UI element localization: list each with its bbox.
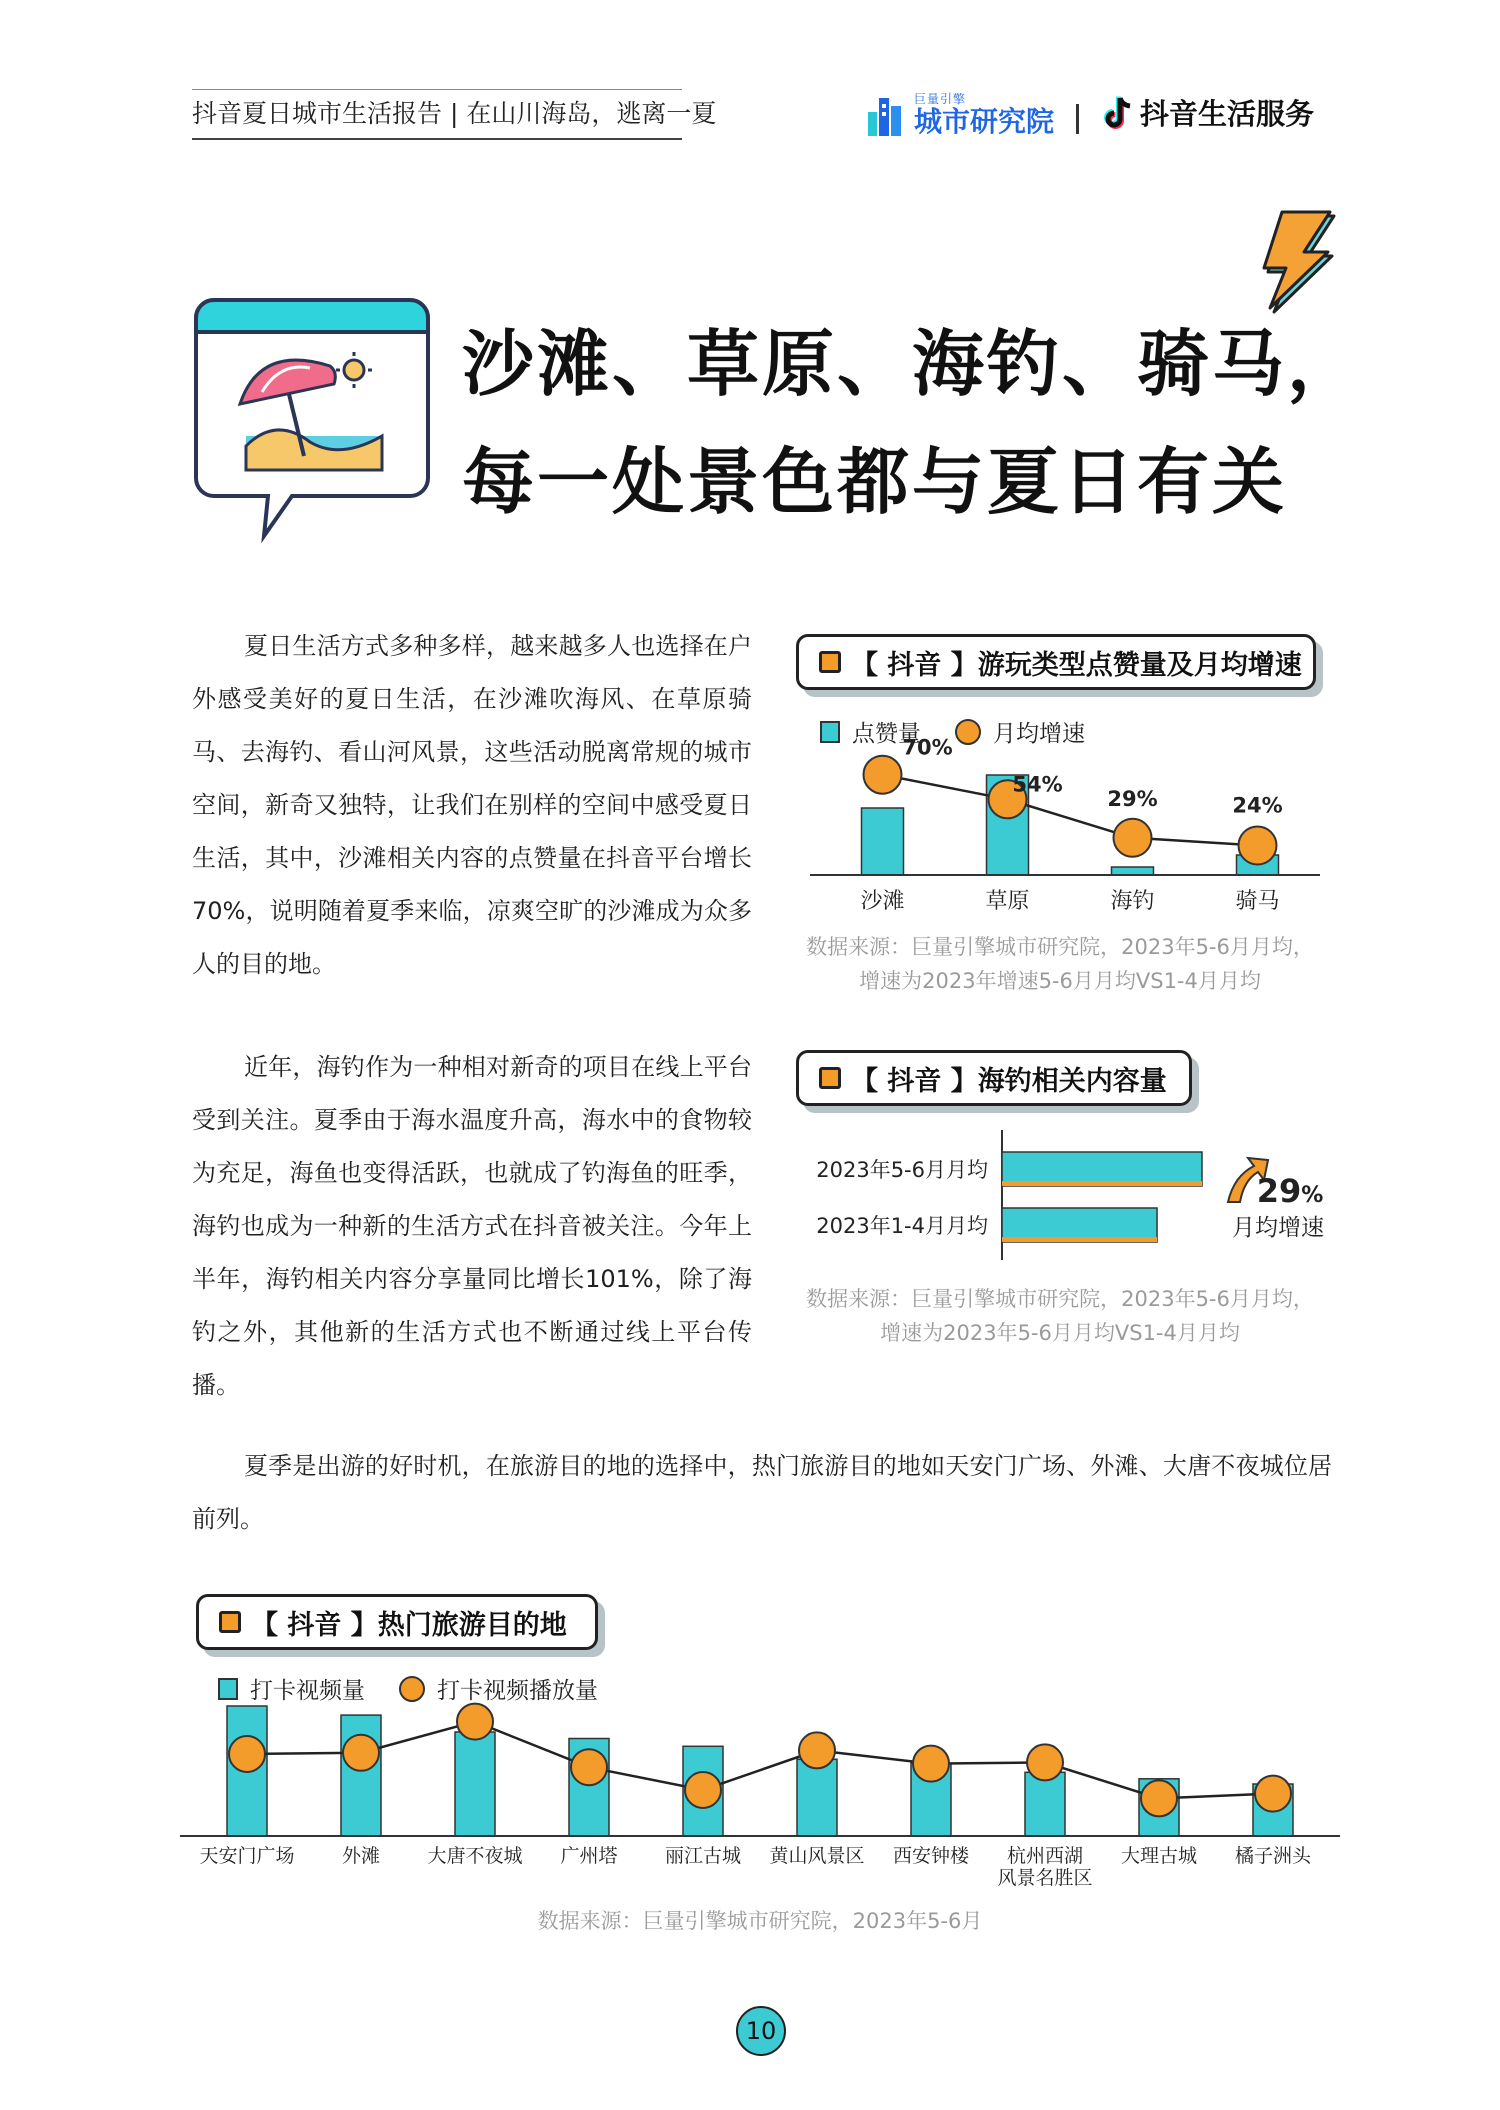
paragraph-beach: 夏日生活方式多种多样，越来越多人也选择在户外感受美好的夏日生活，在沙滩吹海风、在草原骑马、去海钓、看山河风景，这些活动脱离常规的城市空间，新奇又独特，让我们在别样的空间中感受夏日生活，其中，沙滩相关内容的点赞量在抖音平台增长70%，说明随着夏季来临，凉爽空旷的沙滩成为众多人的目的地。 (192, 632, 752, 978)
chart3-x-label: 风景名胜区 (997, 1867, 1093, 1889)
chart1-x-label: 草原 (985, 889, 1030, 914)
chart3-x-label: 杭州西湖 (1006, 1845, 1084, 1867)
chart1-source-line2: 增速为2023年增速5-6月月均VS1-4月月均 (859, 969, 1261, 993)
chart2-source-line2: 增速为2023年5-6月月均VS1-4月月均 (880, 1321, 1240, 1345)
chart3-bar (1025, 1772, 1065, 1836)
page-number: 10 (736, 2006, 786, 2056)
chart1-x-label: 骑马 (1235, 889, 1280, 914)
paragraph-sea-fishing: 近年，海钓作为一种相对新奇的项目在线上平台受到关注。夏季由于海水温度升高，海水中的食物较为充足，海鱼也变得活跃，也就成了钓海鱼的旺季，海钓也成为一种新的生活方式在抖音被关注。今年上半年，海钓相关内容分享量同比增长101%，除了海钓之外，其他新的生活方式也不断通过线上平台传播。 (192, 1053, 752, 1399)
brand-small-text: 巨量引擎 (914, 91, 967, 106)
legend-bar-swatch (820, 721, 840, 743)
chart1-likes-growth (800, 735, 1340, 925)
chart1-growth-label: 54% (1012, 772, 1063, 797)
legend-dot-label: 月均增速 (993, 721, 1085, 747)
chart3-source-line1: 数据来源：巨量引擎城市研究院，2023年5-6月 (537, 1909, 983, 1933)
brand-name-2: 抖音生活服务 (1140, 97, 1315, 131)
legend-dot-swatch (399, 1676, 425, 1702)
chart3-bar (797, 1759, 837, 1836)
chart2-bar (1002, 1208, 1157, 1242)
chart3-x-label: 天安门广场 (199, 1845, 295, 1867)
city-buildings-icon (866, 92, 906, 136)
chart1-source (760, 930, 1360, 998)
chart3-x-label: 外滩 (341, 1845, 381, 1867)
chart3-x-label: 大理古城 (1120, 1845, 1198, 1867)
chart2-y-label: 2023年1-4月月均 (816, 1214, 988, 1238)
chart3-play-point (457, 1704, 493, 1740)
chart1-growth-point (1239, 826, 1277, 864)
chart2-bar-underline (1002, 1237, 1157, 1242)
chart3-play-point (1255, 1776, 1291, 1812)
chart3-play-point (799, 1732, 835, 1768)
chart1-growth-label: 29% (1107, 786, 1158, 811)
chart3-bar (455, 1732, 495, 1836)
chart3-play-point (229, 1736, 265, 1772)
chart3-title-pill (196, 1594, 598, 1650)
chart3-play-point (1141, 1780, 1177, 1816)
chart1-growth-label: 24% (1232, 793, 1283, 818)
legend-bar-label: 点赞量 (852, 721, 921, 747)
chart1-growth-point (864, 756, 902, 794)
orange-square-icon (819, 1067, 841, 1089)
chart3-x-label: 黄山风景区 (769, 1845, 865, 1867)
chart1-source-line1: 数据来源：巨量引擎城市研究院，2023年5-6月月均， (806, 935, 1314, 959)
legend-bar-swatch (218, 1678, 238, 1700)
chart2-source-line1: 数据来源：巨量引擎城市研究院，2023年5-6月月均， (806, 1287, 1314, 1311)
chart2-growth-value: 29% (1256, 1172, 1324, 1210)
chart3-source (340, 1904, 1180, 1938)
lightning-bolt-icon (1240, 208, 1340, 313)
chart3-play-point (685, 1772, 721, 1808)
chart3-x-label: 广州塔 (560, 1845, 618, 1867)
chart1-growth-point (1114, 819, 1152, 857)
chart3-destinations (180, 1700, 1350, 1905)
chart1-growth-line (883, 775, 1258, 846)
chart1-growth-label: 70% (902, 735, 953, 760)
chart1-x-label: 沙滩 (860, 889, 905, 914)
header-top-rule (192, 89, 682, 90)
douyin-logo-icon (1104, 95, 1134, 131)
legend-dot-swatch (955, 719, 981, 745)
report-title: 抖音夏日城市生活报告 | 在山川海岛，逃离一夏 (192, 99, 717, 128)
chart3-play-line (247, 1722, 1273, 1799)
chart2-bar-underline (1002, 1181, 1202, 1186)
brand-separator (1076, 104, 1079, 134)
orange-square-icon (219, 1611, 241, 1633)
chart2-fishing-content (790, 1130, 1350, 1265)
beach-umbrella-icon (192, 296, 432, 541)
chart3-x-label: 大唐不夜城 (427, 1845, 523, 1867)
chart3-play-point (343, 1735, 379, 1771)
chart3-x-label: 西安钟楼 (892, 1845, 970, 1867)
chart2-bar (1002, 1152, 1202, 1186)
header-rule (192, 138, 682, 140)
chart1-bar (1112, 867, 1154, 875)
chart1-title-pill (796, 634, 1316, 690)
page-title-line1: 沙滩、草原、海钓、骑马， (462, 322, 1363, 406)
chart2-growth-label: 月均增速 (1232, 1215, 1324, 1241)
orange-square-icon (819, 651, 841, 673)
chart3-title: 【 抖音 】热门旅游目的地 (251, 1609, 567, 1641)
chart3-play-point (1027, 1744, 1063, 1780)
legend-dot-label: 打卡视频播放量 (437, 1678, 598, 1704)
chart1-x-label: 海钓 (1110, 889, 1155, 914)
chart2-source (760, 1282, 1360, 1350)
chart1-bar (862, 808, 904, 875)
chart3-play-point (571, 1749, 607, 1785)
paragraph-destinations: 夏季是出游的好时机，在旅游目的地的选择中，热门旅游目的地如天安门广场、外滩、大唐不夜城位居前列。 (192, 1452, 1332, 1533)
chart3-x-label: 丽江古城 (664, 1845, 742, 1867)
brand-city-research (866, 92, 1054, 136)
chart3-play-point (913, 1746, 949, 1782)
chart3-x-label: 橘子洲头 (1234, 1845, 1312, 1867)
chart2-title: 【 抖音 】海钓相关内容量 (851, 1065, 1167, 1097)
brand-douyin-life (1104, 92, 1314, 133)
page-title-line2: 每一处景色都与夏日有关 (462, 440, 1288, 524)
chart3-bar (341, 1715, 381, 1836)
brand-name: 城市研究院 (914, 104, 1055, 138)
chart1-title: 【 抖音 】游玩类型点赞量及月均增速 (851, 649, 1302, 681)
chart2-title-pill (796, 1050, 1192, 1106)
chart2-y-label: 2023年5-6月月均 (816, 1158, 988, 1182)
legend-bar-label: 打卡视频量 (250, 1678, 365, 1704)
